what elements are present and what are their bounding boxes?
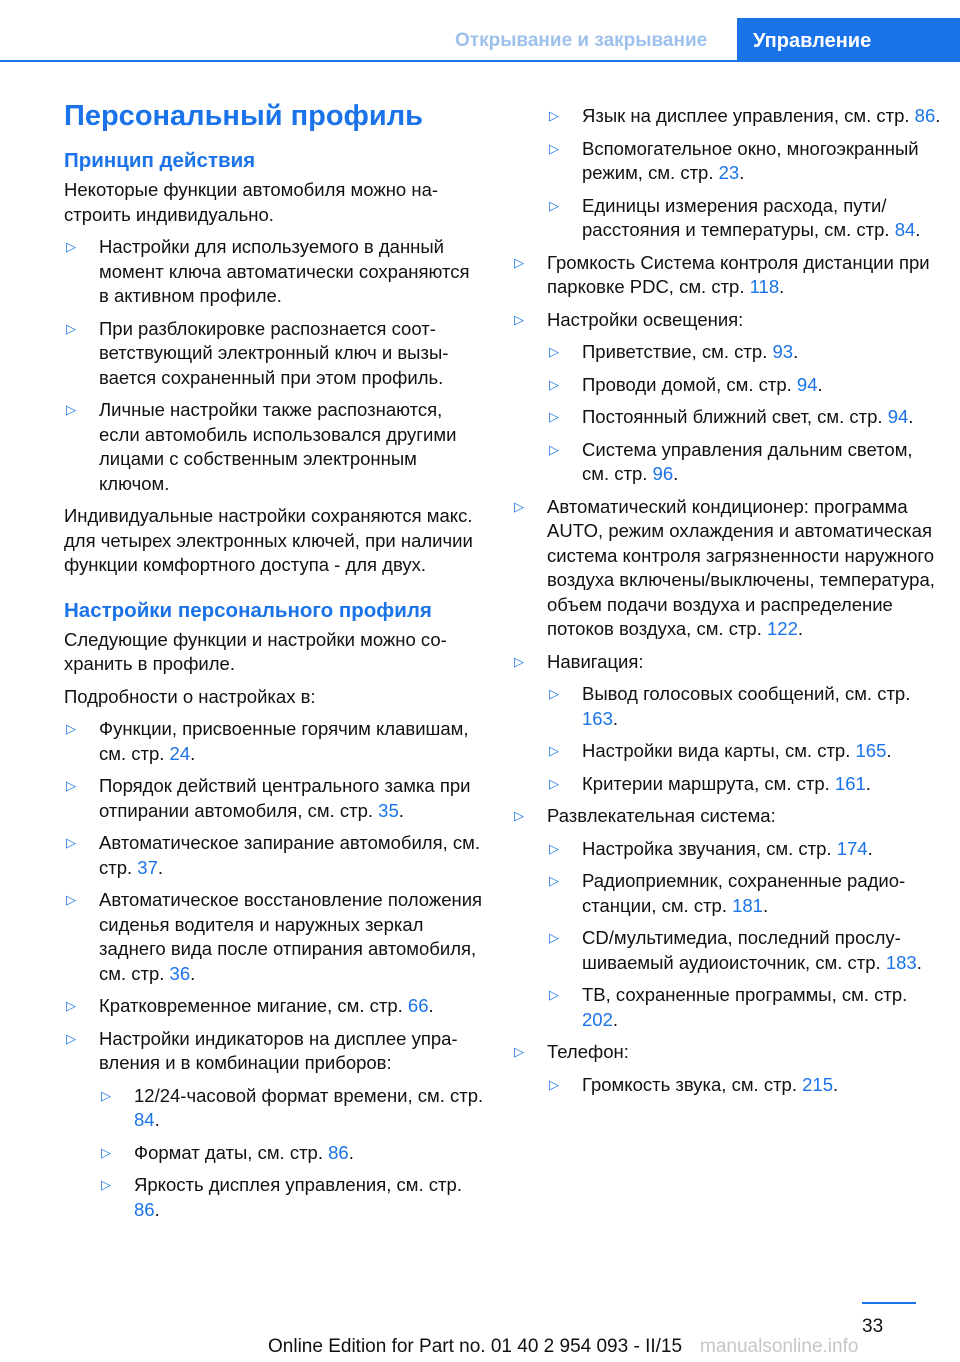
page-header: [0, 0, 960, 62]
item-text: Громкость Система контроля дистанции при парковке PDC, см. стр.: [547, 251, 930, 297]
item-end: .: [398, 799, 404, 821]
page-link[interactable]: 96: [652, 463, 674, 484]
item-text: ТВ, сохраненные программы, см. стр.: [582, 984, 908, 1005]
list-item: [547, 869, 942, 918]
item-end: .: [762, 894, 769, 916]
item-text: Проводи домой, см. стр.: [582, 373, 797, 395]
item-text: Радиоприемник, сохраненные радиостанции, см. стр.: [582, 870, 906, 916]
list-item: [64, 831, 484, 880]
header-section-title: Открывание и закрывание: [455, 30, 708, 51]
item-text: 12/24-часовой формат времени, см. стр.: [134, 1084, 484, 1106]
item-text: Телефон:: [547, 1041, 629, 1062]
page-link[interactable]: 94: [796, 373, 818, 395]
settings-heading: Настройки персонального профиля: [64, 598, 432, 622]
list-item: [547, 739, 942, 764]
page-link[interactable]: 23: [718, 162, 740, 183]
item-end: .: [886, 740, 892, 761]
item-text: CD/мультимедиа, последний прослушиваемый аудиоисточник, см. стр.: [582, 927, 901, 973]
item-end: .: [916, 951, 922, 973]
list-item: [547, 405, 942, 430]
item-end: .: [779, 276, 785, 297]
bullet-triangle-icon: ▷: [549, 376, 559, 392]
left-column: [64, 98, 484, 1230]
bullet-triangle-icon: ▷: [549, 840, 559, 856]
page-link[interactable]: 24: [169, 742, 191, 764]
item-end: .: [428, 995, 434, 1016]
list-item: [512, 1040, 942, 1097]
bullet-triangle-icon: ▷: [549, 140, 559, 156]
list-item: [99, 1141, 484, 1166]
sub-list: [547, 682, 942, 796]
item-text: Критерии маршрута, см. стр.: [582, 772, 835, 794]
settings-list-continued: [512, 104, 942, 1097]
item-text: Единицы измерения расхода, пути/ расстояния и температуры, см. стр.: [582, 194, 895, 240]
list-item: [547, 438, 942, 487]
bullet-triangle-icon: ▷: [514, 498, 524, 514]
item-text: Развлекательная система:: [547, 805, 776, 826]
list-item: [64, 398, 484, 496]
footer-rule: [862, 1302, 916, 1304]
page-link[interactable]: 86: [328, 1141, 349, 1163]
list-item: [547, 983, 942, 1032]
edition-note: Online Edition for Part no. 01 40 2 954 093 - II/15: [268, 1336, 683, 1357]
bullet-triangle-icon: ▷: [514, 808, 524, 823]
item-end: .: [190, 742, 196, 764]
list-item: [64, 774, 484, 823]
page-number: 33: [862, 1316, 884, 1337]
settings-intro: Следующие функции и настройки можно сохранить в профиле.: [64, 628, 447, 674]
item-text: Настройки индикаторов на дисплее управления и в комбинации приборов:: [99, 1027, 458, 1073]
page-link[interactable]: 183: [885, 951, 917, 973]
list-item: [547, 137, 942, 186]
bullet-triangle-icon: ▷: [514, 311, 524, 327]
page-link[interactable]: 84: [894, 219, 916, 240]
list-item: [512, 650, 942, 797]
settings-list: [64, 717, 484, 1222]
list-item: [64, 235, 484, 309]
item-text: Яркость дисплея управления, см. стр.: [134, 1174, 462, 1195]
list-item: [547, 340, 942, 365]
bullet-triangle-icon: ▷: [66, 1030, 76, 1046]
list-item-continued: [512, 104, 942, 243]
item-end: .: [935, 105, 941, 126]
bullet-triangle-icon: ▷: [66, 892, 76, 907]
bullet-triangle-icon: ▷: [66, 835, 76, 850]
bullet-triangle-icon: ▷: [514, 254, 524, 270]
bullet-triangle-icon: ▷: [66, 998, 76, 1013]
header-rule: [0, 60, 737, 62]
item-text: Личные настройки также распознаются, если автомобиль использовался другими лицами с собственным электронным ключом.: [99, 399, 457, 494]
list-item: [64, 888, 484, 986]
list-item: [99, 1084, 484, 1133]
page-link[interactable]: 84: [134, 1109, 155, 1130]
item-text: Настройки освещения:: [547, 308, 744, 330]
page-link[interactable]: 181: [732, 894, 763, 916]
page-link[interactable]: 66: [407, 995, 429, 1016]
item-end: .: [673, 463, 679, 484]
page-link[interactable]: 86: [914, 105, 936, 126]
list-item: [547, 837, 942, 862]
list-item: [512, 308, 942, 487]
item-text: Автоматическое восстановление положения сиденья водителя и наружных зеркал заднего вида после отпирания автомобиля, см. стр.: [99, 889, 483, 984]
page-link[interactable]: 36: [169, 962, 191, 984]
bullet-triangle-icon: ▷: [549, 197, 559, 213]
bullet-triangle-icon: ▷: [101, 1177, 111, 1192]
principle-heading: Принцип действия: [64, 149, 256, 172]
bullet-triangle-icon: ▷: [66, 721, 76, 736]
list-item: [547, 682, 942, 731]
page-link[interactable]: 122: [767, 618, 798, 639]
bullet-triangle-icon: ▷: [514, 1044, 524, 1059]
item-end: .: [915, 219, 921, 240]
item-text: Вспомогательное окно, многоэкранный режим, см. стр.: [582, 137, 919, 183]
bullet-triangle-icon: ▷: [549, 743, 559, 758]
item-text: Порядок действий центрального замка при отпирании автомобиля, см. стр.: [99, 775, 471, 821]
principle-list: [64, 235, 484, 496]
bullet-triangle-icon: ▷: [101, 1087, 111, 1103]
header-chapter-tab: Управление: [737, 18, 960, 62]
list-item: [547, 1073, 942, 1098]
list-item: [64, 994, 484, 1019]
settings-details-intro: Подробности о настройках в:: [64, 685, 316, 707]
list-item: [547, 194, 942, 243]
sub-list: [547, 1073, 942, 1098]
item-end: .: [867, 837, 873, 859]
page-link[interactable]: 94: [887, 406, 909, 427]
item-end: .: [157, 856, 164, 878]
item-end: .: [612, 707, 619, 729]
item-text: Настройка звучания, см. стр.: [582, 837, 837, 859]
page-link[interactable]: 93: [772, 341, 794, 362]
item-end: .: [154, 1198, 160, 1220]
bullet-triangle-icon: ▷: [66, 320, 76, 336]
list-item: [64, 317, 484, 391]
item-end: .: [739, 162, 745, 183]
list-item: [512, 495, 942, 642]
bullet-triangle-icon: ▷: [549, 108, 559, 123]
item-text: Формат даты, см. стр.: [134, 1141, 329, 1163]
sub-list: [547, 340, 942, 487]
item-text: Настройки вида карты, см. стр.: [582, 740, 856, 761]
right-column: [512, 104, 942, 1105]
list-item: [547, 373, 942, 398]
bullet-triangle-icon: ▷: [101, 1144, 111, 1160]
item-end: .: [348, 1141, 354, 1163]
item-end: .: [793, 341, 799, 362]
item-end: .: [797, 618, 804, 639]
list-item: [512, 251, 942, 300]
list-item: [64, 1027, 484, 1223]
item-text: Система управления дальним светом, см. стр.: [582, 438, 913, 484]
item-end: .: [908, 406, 914, 427]
item-text: Постоянный ближний свет, см. стр.: [582, 406, 888, 427]
item-text: Настройки для используемого в данный момент ключа автоматически сохраняются в активном профиле.: [99, 236, 470, 306]
item-end: .: [817, 373, 823, 395]
item-end: .: [612, 1008, 619, 1030]
page-link[interactable]: 174: [836, 837, 868, 859]
item-text: Вывод голосовых сообщений, см. стр.: [582, 683, 911, 704]
item-text: Функции, присвоенные горячим клавишам, см. стр.: [99, 718, 469, 764]
page-link[interactable]: 35: [378, 799, 399, 821]
bullet-triangle-icon: ▷: [549, 775, 559, 791]
bullet-triangle-icon: ▷: [66, 778, 76, 793]
sub-list: [99, 1084, 484, 1223]
principle-outro: Индивидуальные настройки сохраняются макс. для четырех электронных ключей, при наличии функции комфортного доступа - для двух.: [64, 505, 473, 575]
item-text: Кратковременное мигание, см. стр.: [99, 995, 408, 1016]
list-item: [547, 772, 942, 797]
item-text: При разблокировке распознается соответствующий электронный ключ и вызывается сохраненный при этом профиль.: [99, 317, 449, 388]
list-item: [547, 926, 942, 975]
page-link[interactable]: 165: [855, 740, 887, 761]
bullet-triangle-icon: ▷: [549, 987, 559, 1002]
page-link[interactable]: 86: [134, 1198, 155, 1220]
item-end: .: [833, 1073, 839, 1095]
page-title: Персональный профиль: [64, 100, 423, 132]
bullet-triangle-icon: ▷: [549, 409, 559, 424]
page-link[interactable]: 161: [834, 772, 866, 794]
list-item: [547, 104, 942, 129]
item-text: Навигация:: [547, 650, 644, 672]
item-text: Громкость звука, см. стр.: [582, 1073, 803, 1095]
sub-list: [547, 837, 942, 1033]
page-link[interactable]: 37: [137, 856, 158, 878]
sub-list: [547, 104, 942, 243]
item-text: Автоматическое запирание автомобиля, см. стр.: [99, 832, 481, 878]
item-end: .: [154, 1109, 160, 1130]
item-end: .: [190, 962, 196, 984]
bullet-triangle-icon: ▷: [549, 873, 559, 888]
bullet-triangle-icon: ▷: [549, 1076, 559, 1092]
list-item: [99, 1173, 484, 1222]
page-link[interactable]: 163: [582, 707, 613, 729]
item-text: Автоматический кондиционер: программа AUTO, режим охлаждения и автоматическая система контроля загрязненности наружного воздуха включены/выключены, температура, объем подачи воздуха и распределение потоков воздуха, см. стр.: [547, 495, 935, 639]
item-text: Язык на дисплее управления, см. стр.: [582, 105, 915, 126]
page-link[interactable]: 118: [749, 276, 780, 297]
bullet-triangle-icon: ▷: [549, 344, 559, 359]
watermark: manualsonline.info: [700, 1336, 859, 1357]
page-link[interactable]: 215: [802, 1073, 834, 1095]
item-text: Приветствие, см. стр.: [582, 341, 773, 362]
bullet-triangle-icon: ▷: [66, 239, 76, 254]
list-item: [64, 717, 484, 766]
bullet-triangle-icon: ▷: [549, 441, 559, 457]
principle-intro: Некоторые функции автомобиля можно настроить индивидуально.: [64, 179, 439, 225]
bullet-triangle-icon: ▷: [514, 653, 524, 669]
item-end: .: [865, 772, 871, 794]
bullet-triangle-icon: ▷: [549, 930, 559, 945]
bullet-triangle-icon: ▷: [549, 686, 559, 701]
bullet-triangle-icon: ▷: [66, 402, 76, 417]
page-link[interactable]: 202: [582, 1008, 613, 1030]
list-item: [512, 804, 942, 1032]
